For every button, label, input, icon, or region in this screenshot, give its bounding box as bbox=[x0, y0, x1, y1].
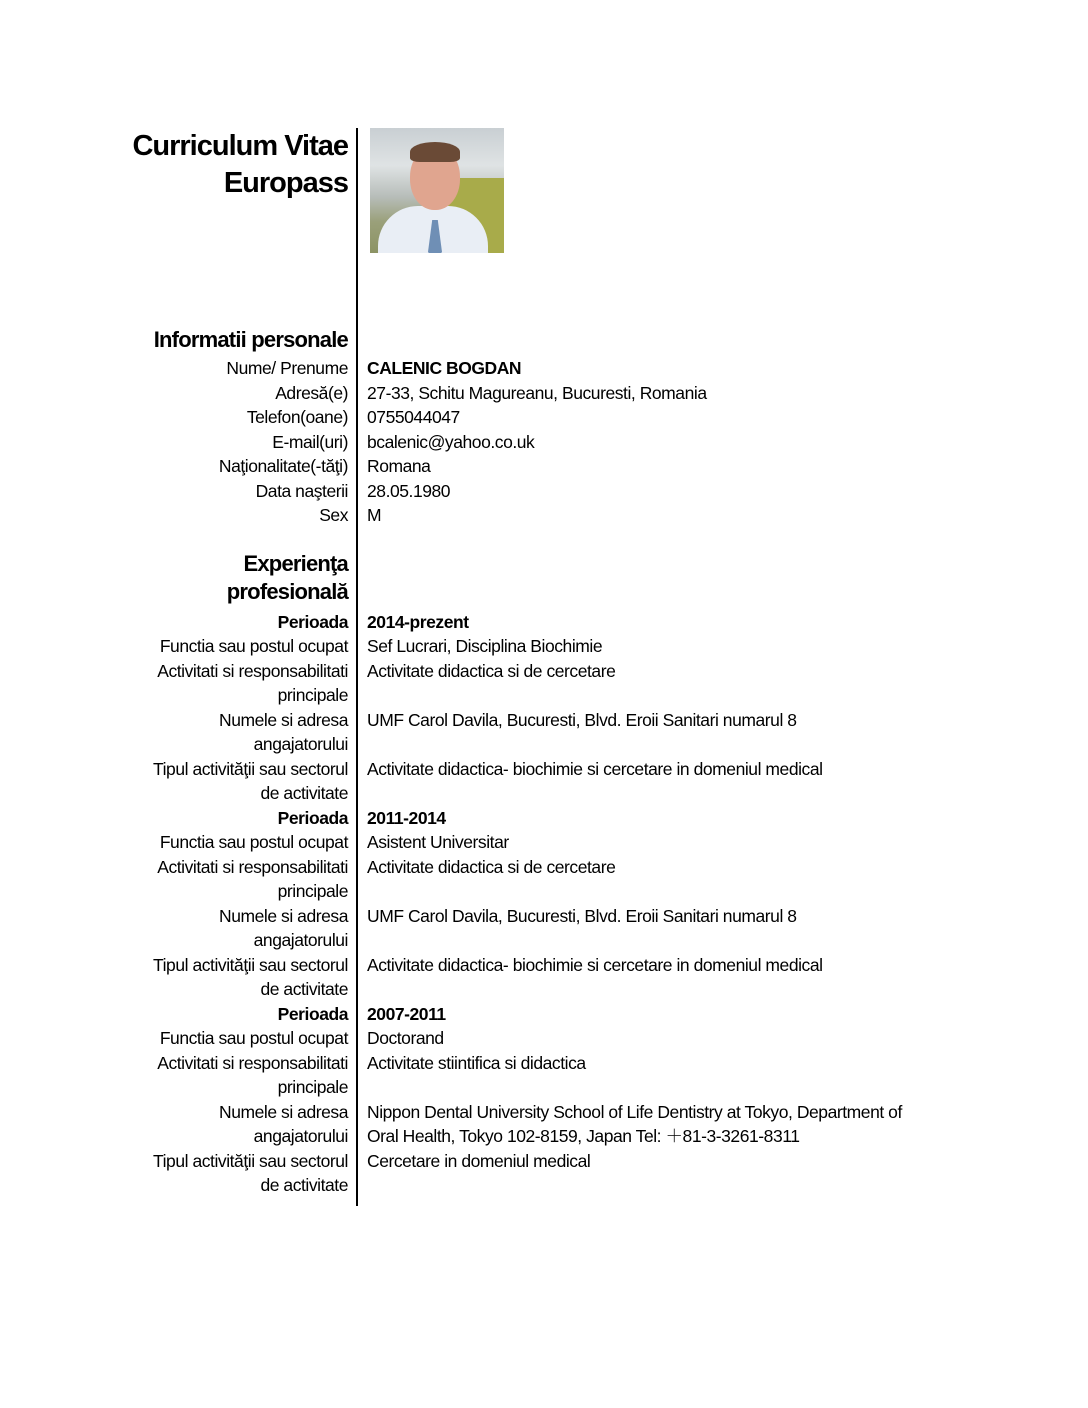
cv-title bbox=[60, 128, 348, 202]
field-label: Perioada bbox=[277, 1003, 348, 1024]
field-value: M bbox=[367, 505, 382, 525]
employer-row bbox=[0, 708, 1088, 757]
title-line-2: Europass bbox=[223, 167, 348, 199]
field-label: Functia sau postul ocupat bbox=[159, 1028, 348, 1048]
field-value: Doctorand bbox=[367, 1028, 444, 1048]
field-label: Activitati si responsabilitati principale bbox=[157, 1052, 348, 1097]
experience-heading bbox=[0, 550, 1088, 606]
personal-row bbox=[0, 430, 1088, 455]
position-row bbox=[0, 830, 1088, 855]
field-label: Naţionalitate(-tăţi) bbox=[218, 456, 348, 476]
field-label: Activitati si responsabilitati principale bbox=[157, 660, 348, 705]
period-row bbox=[0, 1002, 1088, 1027]
position-row bbox=[0, 634, 1088, 659]
period-row bbox=[0, 610, 1088, 635]
field-label: Nume/ Prenume bbox=[226, 358, 348, 378]
field-label: Tipul activităţii sau sectorul de activitate bbox=[153, 1150, 348, 1195]
personal-row bbox=[0, 405, 1088, 430]
field-value: 27-33, Schitu Magureanu, Bucuresti, Romania bbox=[367, 382, 707, 403]
field-label: Functia sau postul ocupat bbox=[159, 636, 348, 656]
field-value: UMF Carol Davila, Bucuresti, Blvd. Eroii Sanitari numarul 8 bbox=[367, 905, 797, 926]
personal-row bbox=[0, 381, 1088, 406]
field-value: Activitate didactica si de cercetare bbox=[367, 660, 616, 681]
field-value: Romana bbox=[367, 456, 431, 476]
field-value: Activitate stiintifica si didactica bbox=[367, 1052, 586, 1073]
field-label: Functia sau postul ocupat bbox=[159, 832, 348, 852]
field-label: Perioada bbox=[277, 807, 348, 828]
personal-row bbox=[0, 454, 1088, 479]
field-value: 2014-prezent bbox=[367, 611, 469, 632]
job-entry bbox=[0, 1002, 1088, 1198]
field-label: Telefon(oane) bbox=[246, 407, 348, 427]
field-label: Numele si adresa angajatorului bbox=[219, 709, 348, 754]
job-entry bbox=[0, 610, 1088, 806]
field-value: Cercetare in domeniul medical bbox=[367, 1150, 591, 1171]
activities-row bbox=[0, 1051, 1088, 1100]
field-value: 0755044047 bbox=[367, 407, 460, 427]
field-label: Activitati si responsabilitati principale bbox=[157, 856, 348, 901]
position-row bbox=[0, 1026, 1088, 1051]
field-value: Sef Lucrari, Disciplina Biochimie bbox=[367, 636, 603, 656]
field-value: UMF Carol Davila, Bucuresti, Blvd. Eroii Sanitari numarul 8 bbox=[367, 709, 797, 730]
employer-row bbox=[0, 1100, 1088, 1149]
activities-row bbox=[0, 659, 1088, 708]
field-label: Adresă(e) bbox=[275, 382, 348, 403]
sector-row bbox=[0, 1149, 1088, 1198]
field-value: bcalenic@yahoo.co.uk bbox=[367, 431, 535, 452]
field-label: Numele si adresa angajatorului bbox=[219, 1101, 348, 1146]
field-label: Sex bbox=[319, 505, 348, 525]
section-heading: Informatii personale bbox=[153, 327, 348, 352]
field-label: E-mail(uri) bbox=[272, 431, 348, 452]
section-heading: Experienţa profesională bbox=[226, 550, 348, 604]
field-label: Tipul activităţii sau sectorul de activitate bbox=[153, 954, 348, 999]
field-value: CALENIC BOGDAN bbox=[367, 358, 522, 378]
personal-row bbox=[0, 479, 1088, 504]
field-label: Tipul activităţii sau sectorul de activitate bbox=[153, 758, 348, 803]
sector-row bbox=[0, 757, 1088, 806]
field-value: Asistent Universitar bbox=[367, 832, 509, 852]
sector-row bbox=[0, 953, 1088, 1002]
field-value: Activitate didactica- biochimie si cercetare in domeniul medical bbox=[367, 758, 823, 779]
cv-content bbox=[0, 326, 1088, 1198]
field-label: Numele si adresa angajatorului bbox=[219, 905, 348, 950]
activities-row bbox=[0, 855, 1088, 904]
field-value: 28.05.1980 bbox=[367, 480, 451, 501]
job-entry bbox=[0, 806, 1088, 1002]
title-line-1: Curriculum Vitae bbox=[132, 130, 348, 162]
field-value: 2011-2014 bbox=[367, 807, 446, 828]
profile-photo bbox=[370, 128, 504, 253]
period-row bbox=[0, 806, 1088, 831]
personal-row bbox=[0, 356, 1088, 381]
personal-info-heading bbox=[0, 326, 1088, 354]
field-value: Activitate didactica si de cercetare bbox=[367, 856, 616, 877]
field-label: Perioada bbox=[277, 611, 348, 632]
field-value: 2007-2011 bbox=[367, 1003, 446, 1024]
field-label: Data naşterii bbox=[255, 480, 348, 501]
field-value: Activitate didactica- biochimie si cercetare in domeniul medical bbox=[367, 954, 823, 975]
employer-row bbox=[0, 904, 1088, 953]
personal-row bbox=[0, 503, 1088, 528]
field-value: Nippon Dental University School of Life Dentistry at Tokyo, Department of Oral Health, Tokyo 102-8159, Japan Tel: ＋81-3-3261-8311 bbox=[367, 1101, 902, 1146]
